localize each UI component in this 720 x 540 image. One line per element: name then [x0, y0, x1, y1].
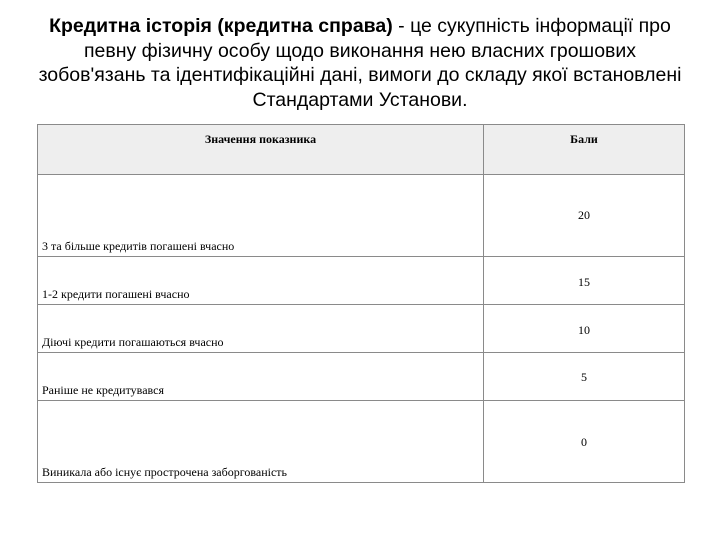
table-row — [38, 257, 685, 305]
row-label-cell — [38, 401, 484, 483]
table-row — [38, 401, 685, 483]
heading-definition: - це сукупність інформації про певну фізичну особу щодо виконання нею власних грошових зобов'язань та ідентифікаційні дані, вимоги до складу якої встановлені Стандартами Установи. — [38, 15, 682, 111]
credit-score-table — [37, 124, 685, 483]
table-row — [38, 353, 685, 401]
row-score-cell — [484, 353, 685, 401]
row-score-cell — [484, 257, 685, 305]
row-label: 1-2 кредити погашені вчасно — [42, 287, 190, 301]
header-points: Бали — [484, 125, 685, 175]
row-label: Раніше не кредитувався — [42, 383, 164, 397]
row-score-cell — [484, 401, 685, 483]
row-score: 0 — [581, 435, 587, 449]
row-label-cell — [38, 353, 484, 401]
table-row — [38, 305, 685, 353]
row-score: 10 — [578, 323, 590, 337]
row-label-cell — [38, 175, 484, 257]
header-indicator-value: Значення показника — [38, 125, 484, 175]
row-label-cell — [38, 257, 484, 305]
table-row — [38, 175, 685, 257]
row-score: 5 — [581, 370, 587, 384]
row-score-cell — [484, 175, 685, 257]
heading-term: Кредитна історія (кредитна справа) — [49, 15, 393, 37]
row-score: 15 — [578, 275, 590, 289]
row-label: Діючі кредити погашаються вчасно — [42, 335, 224, 349]
page-heading — [30, 14, 690, 112]
row-label: Виникала або існує прострочена заборгованість — [42, 465, 287, 479]
row-score: 20 — [578, 208, 590, 222]
row-label-cell — [38, 305, 484, 353]
table-header-row — [38, 125, 685, 175]
row-score-cell — [484, 305, 685, 353]
row-label: 3 та більше кредитів погашені вчасно — [42, 239, 235, 253]
